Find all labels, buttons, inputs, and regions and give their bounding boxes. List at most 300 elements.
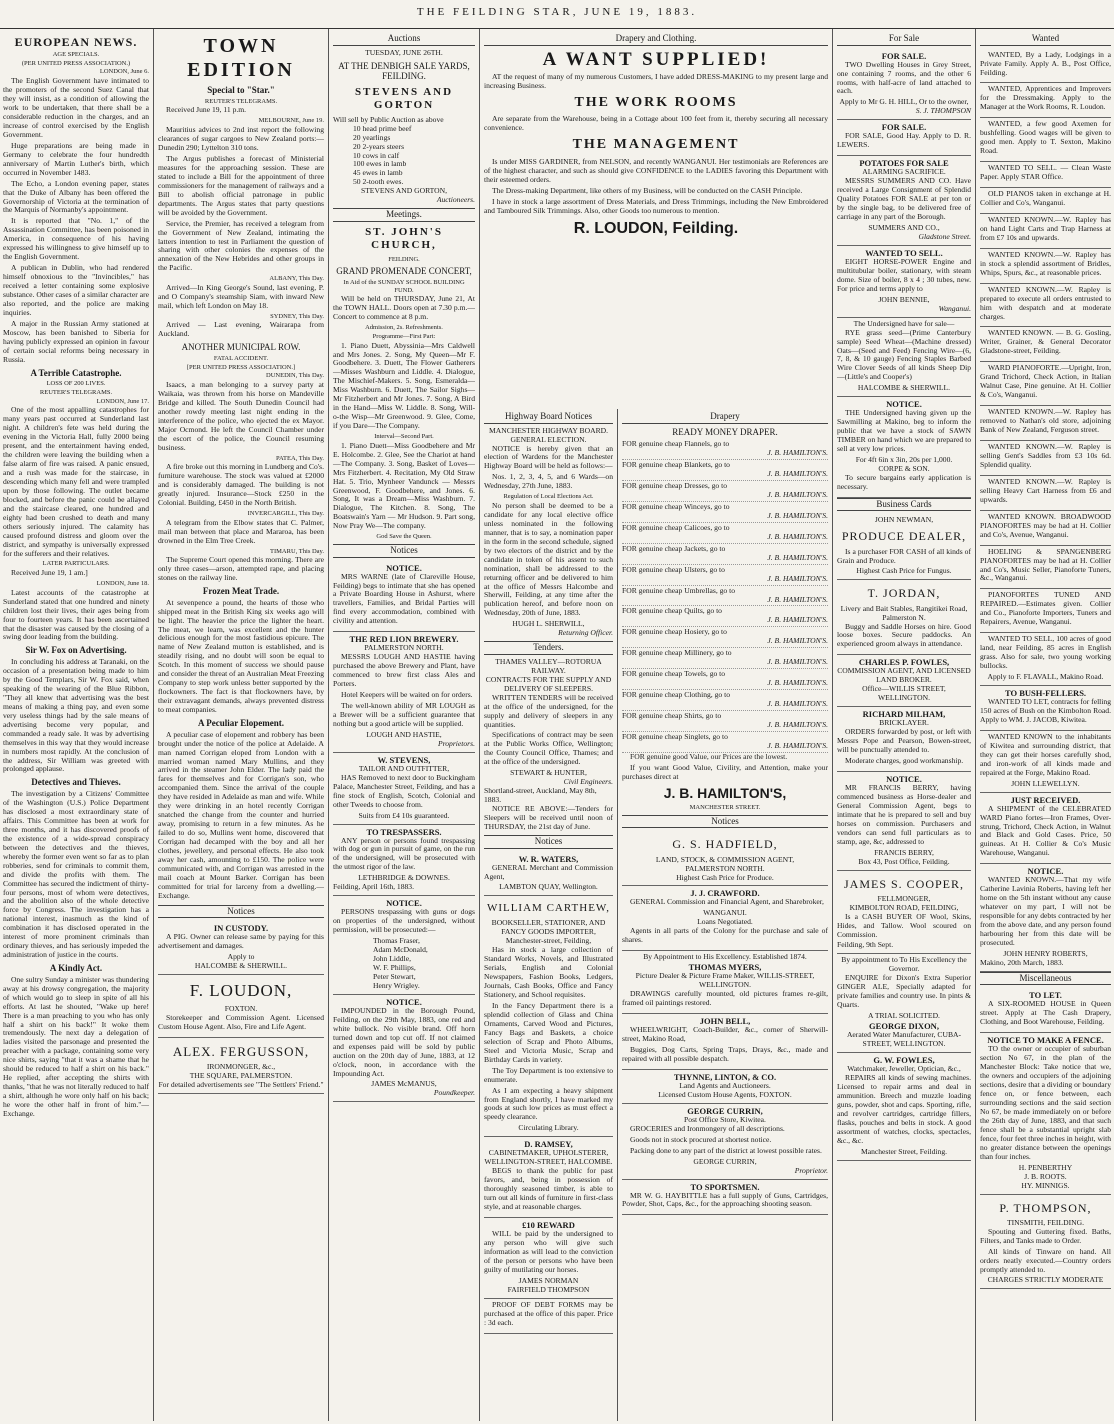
ad-price: For 4ft 6in x 3in, 20s per 1,000.	[855, 455, 953, 465]
ad-body: ANY person or persons found trespassing with dog or gun in pursuit of game, on the run of the undersigned, will be prosecuted with the utmost rigor of the law.	[333, 835, 475, 872]
ad-wanted	[980, 327, 1111, 362]
hamilton-entry-sig: J. B. HAMILTON'S.	[767, 699, 828, 709]
auction-date: TUESDAY, JUNE 26TH.	[365, 47, 443, 57]
ad-newman	[837, 514, 971, 580]
ad-body: GROCERIES and Ironmongery of all descriptions.	[630, 1123, 785, 1133]
ad-body: WANTED TO LET, contracts for felling 150 acres of Bush on the Kimbolton Road. Apply to WM. J. JACOB, Kiwitea.	[980, 697, 1111, 724]
ad-body: PROOF OF DEBT FORMS may be purchased at the office of this paper. Price : 3d each.	[484, 1299, 613, 1327]
election-title: GENERAL ELECTION.	[510, 434, 587, 444]
ad-body: TO the owner or occupier of suburban section No 67, in the plan of the Manchester Block: Take notice that we, the owners and occupiers of the adjoining sections, desire that a dividing or boundary fence on, or fence between, each surrounding sections and the said section No 67, be made immediately on or before the 26th day of June, 1883, and that such fence shall be a substantial upright slab fence, four feet three inches in height, with no greater distance between the openings than four inches.	[980, 1044, 1111, 1161]
ad-body: Agents in all parts of the Colony for the purchase and sale of shares.	[622, 926, 828, 945]
section-header-business-cards: Business Cards	[837, 498, 971, 512]
ad-milham	[837, 707, 971, 772]
hamilton-entry-line: FOR genuine cheap Calicoes, go to	[622, 522, 730, 532]
ad-red-lion	[333, 632, 475, 753]
masthead: THE FEILDING STAR, JUNE 19, 1883.	[0, 0, 1114, 29]
ad-wanted	[980, 441, 1111, 476]
ad-body: WANTED KNOWN.—That my wife Catherine Lavinia Roberts, having left her home on the 5th instant without any cause whatever on my part, I will not be responsible for any debts contracted by her from the above date, and any person found harbouring her from this date will be prosecuted.	[980, 875, 1111, 947]
ad-wanted	[980, 476, 1111, 511]
article-paragraph: A major in the Russian Army stationed at Moscow, has been banished to Siberia for having publicly expressed an opinion in favour of certain social reforms being necessary in Russia.	[3, 318, 149, 364]
ad-signature-title: Poundkeeper.	[433, 1088, 475, 1098]
ad-roberts	[980, 864, 1111, 972]
work-rooms-body: Are separate from the Warehouse, being in a Cottage about 100 feet from it, thereby securing all necessary convenience.	[484, 114, 828, 133]
auction-lot: 50 2-tooth ewes.	[353, 177, 404, 187]
ad-name: W. R. WATERS,	[518, 853, 579, 864]
ad-berry	[837, 772, 971, 871]
ad-body: MR FRANCIS BERRY, having commenced business as Horse-dealer and General Commission Agent, begs to intimate that he is prepared to sell and buy horses on commission. Purchasers and vendors can send full particulars as to stamp, age, &c, addressed to	[837, 782, 971, 846]
ad-bush-fellers	[980, 686, 1111, 731]
ad-title: TO SPORTSMEN.	[690, 1181, 760, 1192]
ad-body: WANTED, By a Lady, Lodgings in a Private Family. Apply A. B., Post Office, Feilding.	[980, 49, 1111, 77]
ad-name: GEORGE CURRIN,	[687, 1105, 763, 1116]
want-body: AT the request of many of my numerous Customers, I have added DRESS-MAKING to my present large and increasing Business.	[484, 72, 828, 90]
ad-date: Makino, 20th March, 1883.	[980, 957, 1064, 967]
column-auctions	[330, 33, 478, 1417]
ad-title: NOTICE.	[886, 399, 922, 410]
ad-signature: LOUGH AND HASTIE,	[366, 729, 442, 739]
section-header-auctions: Auctions	[333, 33, 475, 46]
ad-body: WANTED, a few good Axemen for bushfelling. Good wages will be given to good men. Apply to T. Sexton, Makino Road.	[980, 119, 1111, 156]
ad-warne	[333, 561, 475, 633]
ad-signature: Apply to F. FLAVALL, Makino Road.	[987, 672, 1104, 682]
auction-lot: 45 ewes in lamb	[353, 168, 403, 178]
section-header-notices: Notices	[158, 905, 324, 919]
election-body: Nos. 1, 2, 3, 4, 5, and 6 Wards—on Wednesday, 27th June, 1883.	[484, 472, 613, 491]
ad-bell	[622, 1014, 828, 1070]
section-header-wanted: Wanted	[980, 33, 1111, 46]
ad-body: GENERAL Commission and Financial Agent, and Sharebroker,	[630, 897, 824, 907]
ad-note: By appointment to To His Excellency the Governor.	[841, 955, 967, 974]
ad-location: PALMERSTON NORTH.	[685, 863, 765, 873]
election-act: Regulation of Local Elections Act.	[503, 493, 594, 501]
ad-body: A PIG. Owner can release same by paying for this advertisement and damages.	[158, 932, 324, 951]
ad-body: THE Undersigned having given up the Sawmilling at Makino, beg to inform the public that we have a stock of SAWN TIMBER on hand which we are prepared to sell at very low prices.	[837, 408, 971, 454]
ad-body: WANTED TO SELL, 100 acres of good land, near Feilding, 85 acres in English grass. Also for sale, two young working bullocks.	[980, 634, 1111, 671]
hamilton-entry-sig: J. B. HAMILTON'S.	[767, 552, 828, 562]
hamilton-entry	[622, 586, 828, 607]
ad-wanted	[980, 118, 1111, 162]
hamilton-entry-sig: J. B. HAMILTON'S.	[767, 573, 828, 583]
want-supplied-title: A WANT SUPPLIED!	[542, 48, 770, 70]
loudon-signature: R. LOUDON, Feilding.	[573, 219, 739, 237]
tender-title: Civil Engineers.	[563, 777, 613, 787]
section-header-notices: Notices	[622, 815, 828, 829]
hamilton-entry	[622, 523, 828, 544]
ad-body: In the Fancy Department there is a splendid collection of Glass and China Ornaments, Carved Wood and Pictures, Fancy Bags and Baskets, a choice selection of Scrap and Photo Albums, Steel and Victoria Music, Scrap and Birthday Cards in variety.	[484, 1000, 613, 1064]
dateline: LONDON, June 6.	[99, 68, 149, 76]
hamilton-entry-line: FOR genuine cheap Umbrellas, go to	[622, 585, 736, 595]
hamilton-entry-line: FOR genuine cheap Millinery, go to	[622, 648, 732, 658]
hamilton-entry	[622, 565, 828, 586]
dateline: PATEA, This Day.	[276, 454, 324, 462]
ad-sportsmen	[622, 1180, 828, 1216]
section-header-notices: Notices	[484, 835, 613, 849]
ad-signature: J. B. ROOTS.	[1024, 1171, 1067, 1181]
article-heading: Sir W. Fox on Advertising.	[25, 645, 127, 656]
column-european-news	[0, 33, 152, 1417]
column-highway-tenders	[481, 411, 616, 1417]
ad-body: PIANOFORTES TUNED AND REPAIRED.—Estimates given. Collier and Co., Pianoforte Importers, Tuners and Repairers, Avenue, Wanganui.	[980, 590, 1111, 627]
article-heading: Frozen Meat Trade.	[202, 586, 280, 597]
ad-name: JOHN NEWMAN,	[874, 515, 934, 525]
article-paragraph: Arrived — Last evening, Wairarapa from Auckland.	[158, 320, 324, 339]
auction-lot: 100 ewes in lamb	[353, 159, 407, 169]
ad-thynne	[622, 1070, 828, 1104]
ad-note: CHARGES STRICTLY MODERATE	[987, 1275, 1104, 1285]
ad-name: J. J. CRAWFORD.	[690, 888, 760, 899]
article-paragraph: Received June 19, 1 am.]	[11, 568, 88, 578]
hamilton-name: J. B. HAMILTON'S,	[663, 784, 787, 801]
ad-title: FOR SALE.	[881, 50, 927, 61]
ad-trade: Aerated Water Manufacturer, CUBA-STREET, WELLINGTON.	[846, 1030, 962, 1049]
ad-signature: GEORGE CURRIN,	[693, 1156, 757, 1166]
trespass-name: Thomas Fraser,	[373, 936, 420, 946]
hamilton-entry-sig: J. B. HAMILTON'S.	[767, 615, 828, 625]
article-heading: A Terrible Catastrophe.	[30, 367, 122, 378]
section-header-meetings: Meetings.	[333, 208, 475, 222]
ad-title: W. STEVENS,	[377, 754, 431, 765]
ad-signature: JOHN HENRY ROBERTS,	[1003, 948, 1088, 958]
hamilton-entry-sig: J. B. HAMILTON'S.	[767, 636, 828, 646]
ad-name: CHARLES P. FOWLES,	[858, 657, 950, 668]
article-credit: REUTER'S TELEGRAMS.	[39, 388, 113, 396]
ad-location: LAMBTON QUAY, Wellington.	[499, 882, 598, 892]
town-edition-title: TOWN EDITION	[187, 35, 295, 81]
ad-thompson	[980, 1195, 1111, 1290]
ad-location: WANGANUI.	[703, 908, 747, 918]
section-header-drapery: Drapery	[622, 411, 828, 424]
dateline: ALBANY, This Day.	[269, 275, 324, 283]
ad-signature-title: Proprietors.	[437, 738, 475, 748]
ad-location: Box 43, Post Office, Feilding.	[858, 856, 950, 866]
hamilton-entry-line: FOR genuine cheap Hosiery, go to	[622, 627, 727, 637]
ad-title: THE RED LION BREWERY.	[349, 634, 459, 645]
ad-body: HAS Removed to next door to Buckingham Palace, Manchester Street, Feilding, and has a fine stock of English, Scotch, Colonial and other Tweeds to choose from.	[333, 772, 475, 809]
ad-trade: BRICKLAYER.	[879, 718, 929, 728]
hamilton-entry-line: FOR genuine cheap Blankets, go to	[622, 460, 730, 470]
article-paragraph: The English Government have intimated to the promoters of the second Suez Canal that they will insist, as a condition of allowing the work to be undertaken, that there shall be a considerable reduction in the charges, and an increase of control exercised by the English Government.	[3, 76, 149, 139]
ad-stevens	[333, 753, 475, 825]
ad-body: BEGS to thank the public for past favors, and, being in possession of thoroughly seasoned timber, is able to turn out all kinds of furniture in first-class style, and at reasonable charges.	[484, 1166, 613, 1212]
article-paragraph: A telegram from the Elbow states that C. Palmer, mail man between that place and Mararoa, has been drowned in the Elm Tree Creek.	[158, 517, 324, 545]
ad-body: Hotel Keepers will be waited on for orders.	[341, 690, 473, 700]
management-body: I have in stock a large assortment of Dress Materials, and Dress Trimmings, including the New Embroidered and Tamboured Silk Trimmings. Also, other Goods too numerous to mention.	[484, 196, 828, 215]
ad-wanted	[980, 83, 1111, 118]
ad-body: Spouting and Guttering fixed. Baths, Filters, and Tanks made to Order.	[980, 1226, 1111, 1245]
ad-signature: JOHN BENNIE,	[878, 294, 930, 304]
ad-signature: CORPE & SON.	[878, 464, 930, 473]
ready-money-title: READY MONEY DRAPER.	[672, 426, 778, 437]
article-paragraph: Service, the Premier, has received a telegram from the Government of New Zealand, intimating the latters intention to test in Parliament the question of sharing with other colonies the expenses of the annexation of the New Hebrides and other groups in the Pacific.	[158, 218, 324, 273]
ad-location: Manchester Street, Feilding.	[860, 1146, 948, 1156]
article-paragraph: A peculiar case of elopement and robbery has been brought under the notice of the police at Adelaide. A man named Corrigan eloped from London with a married woman named Mary Mullins, and they arrived in the steamer John Elder. The lady paid the fares for themselves and for Corrigan's son, who accompanied them. Since the arrival of the couple they have resided in Adelaide as man and wife. While they were drinking in an hotel recently Corrigan snatched the change from the counter and hurried away, promising to return in a few minutes. As he failed to do so, Mullins went home, discovered that Corrigan had decamped with the boy and all her clothes, jewellery, and personal effects. He also took away her cash, amounting to £150. The police were communicated with, and Corrigan was arrested in the mail coach at Mount Barker. Corrigan has been committed for trial for larceny from a dwelling.—Exchange.	[158, 729, 324, 900]
hamilton-entry	[622, 711, 828, 732]
ad-location: THE SQUARE, PALMERSTON.	[189, 1071, 293, 1081]
ad-name: P. THOMPSON,	[999, 1200, 1092, 1215]
ad-name: ALEX. FERGUSSON,	[172, 1044, 310, 1060]
ad-body: Has in stock a large collection of Standard Works, Novels, and Illustrated Serials, English and Colonial Newspapers, Fashion Books, Ledgers, Journals, Cash Books, Office and Fancy Stationery, and School requisites.	[484, 945, 613, 1000]
ad-wanted	[980, 731, 1111, 793]
ad-location: KIMBOLTON ROAD, FEILDING,	[849, 902, 959, 912]
dateline: LONDON, June 18.	[96, 580, 149, 588]
age-specials: AGE SPECIALS.	[52, 51, 100, 59]
ad-potatoes	[837, 156, 971, 246]
trespass-name: John Liddle,	[373, 954, 411, 964]
ad-trade: Land Agents and Auctioneers.	[679, 1080, 771, 1090]
article-subheading: FATAL ACCIDENT.	[213, 355, 269, 362]
article-paragraph: A fire broke out this morning in Lundberg and Co's. furniture warehouse. The stock was valued at £2000 and is considerably damaged. The building is not greatly injured. Insurance—Stock £250 in the Colonial. Building, £450 in the North British.	[158, 462, 324, 508]
ad-name: G. W. FOWLES,	[873, 1055, 935, 1066]
ad-wanted	[980, 162, 1111, 188]
article-subheading: LATER PARTICULARS.	[42, 560, 110, 568]
ad-title: £10 REWARD	[522, 1220, 575, 1231]
ad-gw-fowles	[837, 1053, 971, 1161]
trespass-name: Peter Stewart,	[373, 971, 416, 981]
ad-body: WANTED KNOWN.—W. Rapley has in stock a splendid assortment of Bridles, Whips, Spurs, &c., at reasonable prices.	[980, 249, 1111, 277]
ad-trade: FELLMONGER,	[877, 893, 931, 903]
hamilton-entry	[622, 439, 828, 460]
ad-wanted	[980, 49, 1111, 84]
ad-body: Goods not in stock procured at shortest notice.	[630, 1134, 772, 1144]
ad-note: Loans Negotiated.	[697, 917, 753, 927]
ad-apply: Apply to	[227, 952, 255, 962]
ad-body: WANTED KNOWN to the inhabitants of Kiwitea and surrounding district, that they can get their horses carefully shod, and iron-work of all kinds made and repaired at the Forge, Makino Road.	[980, 731, 1111, 777]
ad-body: DRAWINGS carefully mounted, old pictures frames re-gilt, framed oil paintings restored.	[622, 989, 828, 1008]
hamilton-entry-sig: J. B. HAMILTON'S.	[767, 489, 828, 499]
church-location: FEILDING.	[388, 255, 420, 263]
programme-part1: 1. Piano Duett, Abyssinia—Mrs Caldwell and Mrs Jones. 2. Song, My Queen—Mr F. Goodbehere. 3. Duett, The Flower Gatherers—Misses Washburn and Liddle. 4. Dialogue, The Mischief-Makers. 5. Song, Esmeralda—Miss Washburn. 6. Duett, The Sailor Sighs—Mr Fitzherbert and Mr Jones. 7. Song, A Bird in the Hand—Miss W. Liddle. 8. Song, Will-o-the Wisp—Mr Greenwood. 9. Glee, Come, if you Dare—The Company.	[333, 340, 475, 431]
article-heading: A Kindly Act.	[49, 963, 103, 974]
hamilton-entry	[622, 460, 828, 481]
hamilton-entry	[622, 502, 828, 523]
ad-note: Highest Cash Price for Produce.	[676, 872, 774, 882]
ad-name: F. LOUDON,	[189, 981, 293, 1001]
article-paragraph: The Echo, a London evening paper, states that the Duke of Albany has been offered the Governorship of Victoria at the termination of the Marquis of Normanby's appointment.	[3, 178, 149, 215]
ad-in-custody	[158, 921, 324, 975]
ad-body: A SHIPMENT of the CELEBRATED WARD Piano fortes—Iron Frames, Over-strung, Trichord, Check Action, in Walnut and Black and Gold Cases. Price, 50 guineas. At H. Collier & Co's Music Warehouse, Wanganui.	[980, 803, 1111, 858]
ad-title: NOTICE.	[386, 562, 422, 573]
ad-body: Is a purchaser FOR CASH of all kinds of Grain and Produce.	[837, 546, 971, 565]
article-paragraph: One sultry Sunday a minister was thundering away at his drowsy congregation, the majority of which would go to sleep in spite of all his efforts. At last he shouted, "Wake up here! There is a man preaching to you who has only half a shirt on his back!" It woke them tremendously. The next day a delegation of ladies visited the parsonage and presented the preacher with a package, containing some very nice shirts, saying "that it was a shame that he should be reduced to half a shirt on his back." He replied, after accepting the shirts with thanks, "that he was not literally reduced to half a shirt, although he wore only half on his back; he wore the other half in front of him."—Exchange.	[3, 974, 149, 1119]
ad-trade: BOOKSELLER, STATIONER, AND FANCY GOODS IMPORTER,	[491, 918, 606, 937]
ad-title: FOR SALE.	[881, 122, 927, 133]
trespass-name: Henry Wrigley.	[373, 980, 420, 990]
ad-location: Post Office Store, Kiwitea.	[684, 1114, 766, 1124]
ad-body: EIGHT HORSE-POWER Engine and multitubular boiler, stationary, with steam dome. Size of boiler, 8 x 4 ; 30 tubes, new. For price and terms apply to	[837, 256, 971, 293]
article-paragraph: At sevenpence a pound, the hearts of those who shipped meat in the British King six weeks ago will be light. The heavier the price the lighter the heart. The meat, we learn, was excellent and the hunter delicious enough for the most fastidious epicure. The name of New Zealand mutton is established, and is steadily rising, and no doubt will soon be equal to Scotch. In this moment of success we should pause and consider the threat of an Australian Meat Freezing Company to step work unless better supported by the flockowners. The fact is that flockowners have, by their extravagant demands, always prevented distress to meat companies.	[158, 597, 324, 715]
hamilton-entry-line: FOR genuine cheap Quilts, go to	[622, 606, 722, 616]
ad-location: Wanganui.	[938, 303, 971, 313]
tender-body: Specifications of contract may be seen at the Public Works Office, Wellington; the County Council Office, Thames; and at the office of the undersigned.	[484, 730, 613, 767]
hamilton-entry	[622, 690, 828, 711]
hamilton-entry-sig: J. B. HAMILTON'S.	[767, 469, 828, 479]
ad-name: G. S. HADFIELD,	[672, 837, 778, 852]
hamilton-entry-line: FOR genuine cheap Shirts, go to	[622, 711, 722, 720]
ad-body: TWO Dwelling Houses in Grey Street, one containing 7 rooms, and the other 6 rooms, with half-acre of land attached to each.	[837, 59, 971, 96]
ad-subtitle: ALARMING SACRIFICE.	[862, 167, 946, 177]
ad-name: THYNNE, LINTON, & CO.	[673, 1071, 777, 1082]
hamilton-location: MANCHESTER STREET.	[689, 804, 761, 812]
concert-title: GRAND PROMENADE CONCERT,	[336, 266, 472, 277]
ad-body: Packing done to any part of the district at lowest possible rates.	[630, 1145, 822, 1155]
ad-intro: The Undersigned have for sale—	[853, 318, 955, 328]
ad-name: WILLIAM CARTHEW,	[486, 902, 611, 915]
hamilton-entry	[622, 648, 828, 669]
programme-heading: Programme—First Part:	[372, 332, 436, 340]
article-paragraph: Mauritius advices to 2nd inst report the following clearances of sugar cargoes to New Zealand ports:—Dunedin 290; Lyttelton 310 tons.	[158, 125, 324, 152]
ad-title: NOTICE.	[886, 773, 922, 784]
ad-title: IN CUSTODY.	[213, 923, 269, 934]
management-body: The Dress-making Department, like others of my Business, will be conducted on the CASH Principle.	[492, 185, 803, 195]
hamilton-entry-line: FOR genuine cheap Winceys, go to	[622, 501, 730, 511]
management-body: Is under MISS GARDINER, from NELSON, and recently WANGANUI. Her testimonials are References are of the highest character, and such as should give CONFIDENCE to the LADIES favoring this Department with their esteemed orders.	[484, 156, 828, 184]
auction-lot: 20 2-years steers	[353, 141, 405, 151]
ad-body: Moderate charges, good workmanship.	[845, 756, 964, 766]
press-credit: [PER UNITED PRESS ASSOCIATION.]	[186, 363, 296, 371]
ad-location: Office—WILLIS STREET, WELLINGTON.	[862, 684, 946, 703]
hamilton-entry-sig: J. B. HAMILTON'S.	[767, 719, 828, 729]
ad-jordan	[837, 580, 971, 655]
article-paragraph: In concluding his address at Taranaki, on the occasion of a presentation being made to him by the Good Templars, Sir W. Fox said, when speaking of the wearing of the Blue Ribbon, "They all knew that advertising was the best means of making a thing pay, and even some very useless things had by the sale means of advertising become very popular, and commanded a ready sale. It was by advertising themselves in this way that they would increase in numbers most rapidly. At the conclusion of the address, Sir William was greeted with prolonged applause.	[3, 657, 149, 774]
ad-apply: Apply to Mr G. H. HILL, Or to the owner,	[839, 97, 969, 107]
ad-loudon-foxton	[158, 975, 324, 1038]
ad-body: REPAIRS all kinds of sewing machines. Licensed to repair arms and deal in ammunition. Breech and muzzle loading guns, powder, shot and caps. Sporting, rifle, and revolver cartridges, cartridge fillers, flasks, pouches and belts in stock. A good assortment of watches, clocks, spectacles, &c., &c.	[837, 1073, 971, 1145]
section-header-drapery-clothing: Drapery and Clothing.	[484, 33, 828, 46]
ad-body: All kinds of Tinware on hand. All orders neatly executed.—Country orders promptly attended to.	[980, 1246, 1111, 1274]
ad-body: OLD PIANOS taken in exchange at H. Collier and Co's, Wanganui.	[980, 189, 1111, 207]
drapery-clothing-banner	[481, 33, 831, 408]
hamilton-entry-line: FOR genuine cheap Dresses, go to	[622, 481, 728, 491]
ad-name: T. JORDAN,	[867, 586, 941, 601]
ad-body: Buggy and Saddle Horses on hire. Good loose boxes. Secure paddocks. An experienced groom always in attendance.	[837, 621, 971, 649]
hamilton-entry-sig: J. B. HAMILTON'S.	[767, 448, 828, 458]
hamilton-entry-sig: J. B. HAMILTON'S.	[767, 531, 828, 541]
ad-trade: Picture Dealer & Picture Frame Maker, WILLIS-STREET, WELLINGTON.	[635, 971, 815, 990]
ad-houses	[837, 49, 971, 121]
ad-signature: HALCOMBE & SHERWILL.	[857, 383, 951, 393]
hamilton-entry-line: FOR genuine cheap Singlets, go to	[622, 731, 728, 741]
ad-signature: H. PENBERTHY	[1018, 1162, 1073, 1172]
ad-ramsey	[484, 1137, 613, 1218]
ad-sawmill	[837, 397, 971, 498]
auctioneer-title: Auctioneers.	[436, 195, 475, 205]
ad-trade: Watchmaker, Jeweller, Optician, &c.,	[847, 1064, 961, 1074]
article-heading: ANOTHER MUNICIPAL ROW.	[181, 342, 301, 353]
ad-reward	[484, 1218, 613, 1299]
dateline: INVERCARGILL, This Day.	[247, 510, 324, 518]
board-name: MANCHESTER HIGHWAY BOARD.	[488, 425, 609, 435]
ad-fence	[980, 1033, 1111, 1194]
ad-signature: JAMES McMANUS,	[371, 1079, 437, 1089]
hamilton-entry-sig: J. B. HAMILTON'S.	[767, 594, 828, 604]
special-heading: Special to "Star."	[207, 85, 275, 96]
ad-trade: TINSMITH, FEILDING.	[1007, 1217, 1084, 1227]
programme-interval: Interval—Second Part.	[374, 433, 434, 441]
church-name: ST. JOHN'S CHURCH,	[365, 225, 443, 251]
auction-note: Will sell by Public Auction as above	[333, 114, 444, 124]
european-news-title: EUROPEAN NEWS.	[14, 35, 138, 49]
ad-pianos	[980, 793, 1111, 865]
ad-hadfield	[622, 831, 828, 886]
hamilton-entry-line: FOR genuine cheap Clothing, go to	[622, 690, 730, 700]
trespass-name: W. F. Phillips,	[373, 962, 416, 972]
dateline: SYDNEY, This Day.	[270, 312, 324, 320]
ad-trade: Livery and Bait Stables, Rangitikei Road, Palmerston N.	[840, 603, 968, 622]
ad-trade: PRODUCE DEALER,	[841, 529, 967, 544]
ad-crawford	[622, 886, 828, 951]
tender-notice: NOTICE RE ABOVE:—Tenders for Sleepers will be received until noon of THURSDAY, the 21st day of June.	[484, 804, 613, 831]
ad-wanted	[980, 406, 1111, 441]
column-drapery-hamilton	[619, 411, 831, 1417]
trespass-name: Adam McDonald,	[373, 945, 428, 955]
ad-impounded	[333, 995, 475, 1103]
column-for-sale	[834, 33, 974, 1417]
ad-body: Is a CASH BUYER OF Wool, Skins, Hides, and Tallow. Wool scoured on Commission.	[837, 911, 971, 939]
ad-body: GENERAL Merchant and Commission Agent,	[484, 862, 613, 881]
ad-body: HOELING & SPANGENBERG PIANOFORTES may be had at H. Collier and Co's, Music Seller, Pianoforte Tuners, &c., Wanganui.	[980, 546, 1111, 583]
ad-name: JOHN BELL,	[699, 1016, 751, 1027]
ad-myers	[622, 951, 828, 1014]
ad-location: FOXTON.	[224, 1004, 258, 1014]
ad-body: WILL be paid by the undersigned to any person who will give such information as will lead to the conviction of the person or persons who have been guilty of mutilating our horses.	[484, 1229, 613, 1274]
ad-names-list	[333, 937, 475, 991]
auctioneer-sig: STEVENS AND GORTON,	[360, 186, 448, 196]
ad-body: ENQUIRE for Dixon's Extra Superior GINGER ALE, Specially adapted for private families and country use. In pints & Quarts.	[837, 973, 971, 1010]
election-body: No person shall be deemed to be a candidate for any local elective office unless nominated in the following manner, that is to say, a nomination paper in the form in the second schedule, signed by two electors of the district and by the candidate in token of his assent to such nomination, shall be addressed to the returning officer and be delivered to him at the office of Messrs Halcombe and Sherwill, Feilding, at any time after the publication hereof, and before noon on Wednesday, 20th of June, 1883.	[484, 500, 613, 618]
dateline: DUNEDIN, This Day.	[266, 372, 324, 380]
ad-hay	[837, 120, 971, 156]
concert-details: Will be held on THURSDAY, June 21, At the TOWN HALL. Doors open at 7.30 p.m.—Concert to commence at 8 p.m.	[333, 294, 475, 322]
ad-title: NOTICE.	[1027, 866, 1064, 877]
concert-admission: Admission, 2s. Refreshments.	[365, 324, 443, 332]
article-heading: A Peculiar Elopement.	[197, 718, 285, 729]
programme-close: God Save the Queen.	[376, 533, 432, 541]
ad-body: WANTED KNOWN.—W. Rapley has on hand Light Carts and Trap Harness at from £7 10s and upwards.	[980, 214, 1111, 242]
ad-name: D. RAMSEY,	[524, 1139, 573, 1150]
ad-wanted	[980, 214, 1111, 249]
auctioneer-name: STEVENS AND GORTON	[354, 85, 454, 111]
dateline: MELBOURNE, June 19.	[258, 117, 324, 125]
hamilton-entry-sig: J. B. HAMILTON'S.	[767, 740, 828, 750]
article-heading: Detectives and Thieves.	[31, 777, 121, 788]
ad-wanted	[980, 284, 1111, 328]
tender-subject: CONTRACTS FOR THE SUPPLY AND DELIVERY OF SLEEPERS.	[485, 674, 612, 693]
ad-title: TO TRESPASSERS.	[366, 826, 442, 837]
article-paragraph: A publican in Dublin, who had rendered himself obnoxious to the "Invincibles," has received a letter containing some explosive substance. Other cases of a similar character are also reported, and the police are making inquiries.	[3, 263, 149, 317]
hamilton-entry	[622, 481, 828, 502]
ad-trade: LAND, STOCK, & COMMISSION AGENT,	[655, 854, 795, 864]
hamilton-entry-line: FOR genuine cheap Ulsters, go to	[622, 564, 725, 574]
article-paragraph: The investigation by a Citizens' Committee of the Washington (U.S.) Police Department has disclosed a most extraordinary state of affairs. This Committee has been at work for three months, and it has discovered proofs of the existence of a wide-spread conspiracy between the detectives and the thieves, whereby the former even went so far as to plan robberies, send for criminals to commit them, and divide the profits with them. The Committee has secured the indictment of thirty-four persons, most of whom were detectives, and the abolition also of the whole detective force by Congress. The investigation has a national interest, inasmuch as the kind of combination it has disclosed operated in the interest of more prominent criminals than ordinary thieves, and has seriously impeded the administration of justice in the courts.	[3, 789, 149, 960]
ad-body: Buggies, Dog Carts, Spring Traps, Drays, &c., made and repaired with all possible despatch.	[622, 1044, 828, 1063]
reuters-credit: REUTER'S TELEGRAMS.	[204, 97, 278, 105]
ad-note: By Appointment to His Excellency. Established 1874.	[643, 952, 807, 962]
article-subheading: LOSS OF 200 LIVES.	[46, 380, 106, 388]
ad-note: A TRIAL SOLICITED.	[868, 1011, 940, 1021]
ad-signature: JAMES NORMAN	[518, 1275, 579, 1285]
ad-signature: LETHBRIDGE & DOWNES.	[358, 873, 450, 883]
hamilton-entry-line: FOR genuine cheap Towels, go to	[622, 669, 726, 679]
ad-trespassers	[333, 825, 475, 897]
article-paragraph: Huge preparations are being made in Germany to celebrate the four hundredth anniversary of Martin Luther's birth, which occurred in November 1483.	[3, 140, 149, 177]
ad-body: MRS WARNE (late of Clareville House, Feilding) begs to intimate that she has opened a Private Boarding House in Ashurst, where travellers, Families, and Bridal Parties will find every accommodation, combined with civility and attention.	[333, 571, 475, 626]
dateline: LONDON, June 17.	[96, 397, 149, 405]
article-paragraph: Arrived—In King George's Sound, last evening, P. and O Company's steamship Siam, with inward New mail, which left London on May 18.	[158, 282, 324, 310]
ad-name: THOMAS MYERS,	[688, 962, 762, 973]
ad-body: WANTED KNOWN.—W. Rapley is prepared to execute all orders entrusted to him with despatch and at moderate charges.	[980, 284, 1111, 321]
ad-carthew	[484, 896, 613, 1137]
ad-wanted	[980, 249, 1111, 284]
